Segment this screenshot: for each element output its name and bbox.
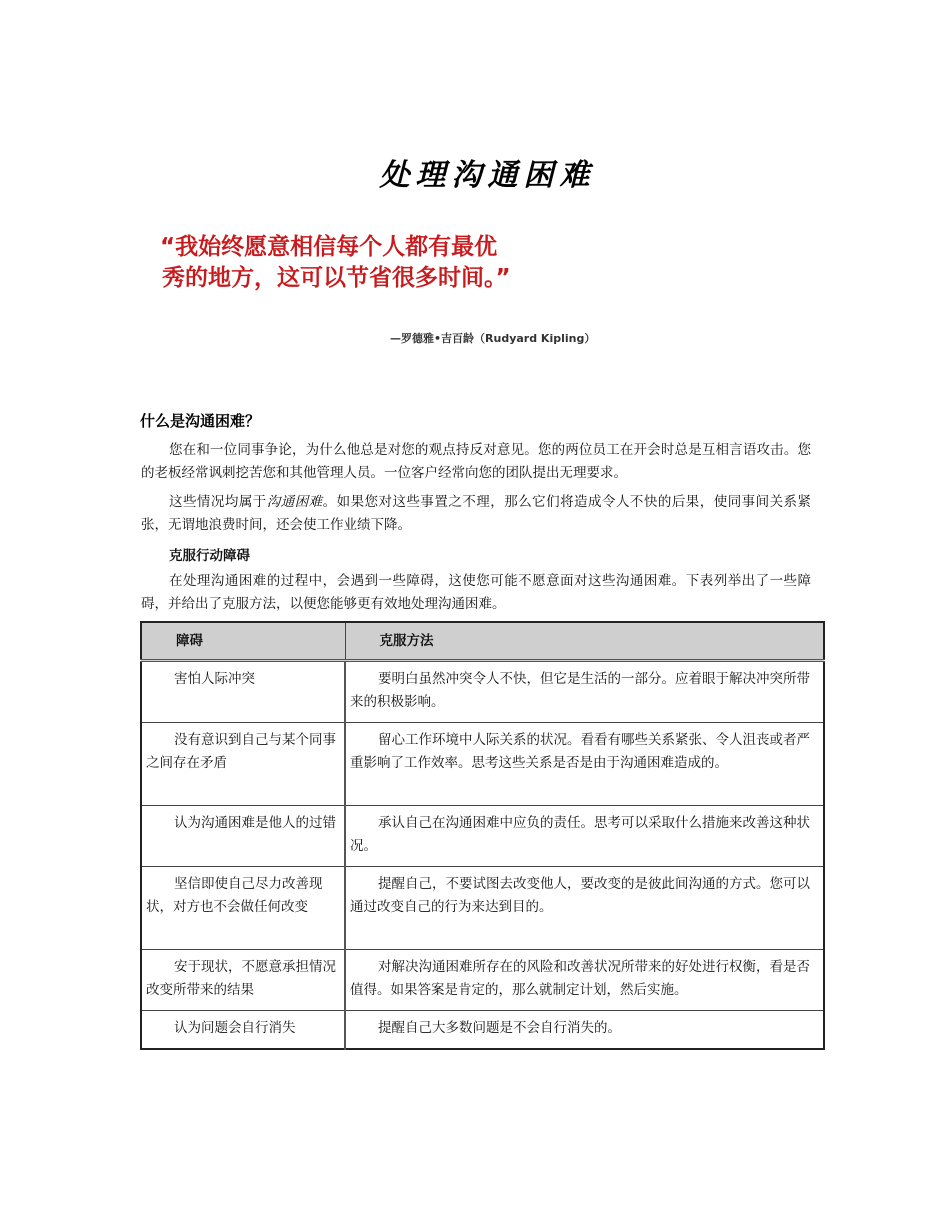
quote-attribution: —罗德雅•吉百龄（Rudyard Kipling）: [390, 332, 596, 345]
paragraph-1: 您在和一位同事争论，为什么他总是对您的观点持反对意见。您的两位员工在开会时总是互相言语攻击。您的老板经常讽刺挖苦您和其他管理人员。一位客户经常向您的团队提出无理要求。: [141, 442, 811, 481]
table-header-row: [141, 622, 824, 661]
obstacle-cell: 认为问题会自行消失: [141, 1011, 345, 1050]
obstacle-cell: 害怕人际冲突: [141, 661, 345, 723]
section-heading: 什么是沟通困难？: [140, 412, 261, 430]
method-cell: 承认自己在沟通困难中应负的责任。思考可以采取什么措施来改善这种状况。: [345, 806, 824, 867]
method-cell: 对解决沟通困难所存在的风险和改善状况所带来的好处进行权衡，看是否值得。如果答案是肯定的，那么就制定计划，然后实施。: [345, 950, 824, 1011]
table-row: [141, 723, 824, 806]
page-title: 处理沟通困难: [379, 158, 596, 193]
paragraph-2: [141, 491, 811, 537]
table-row: [141, 867, 824, 950]
method-cell: 要明白虽然冲突令人不快，但它是生活的一部分。应着眼于解决冲突所带来的积极影响。: [345, 661, 824, 723]
subheading: 克服行动障碍: [169, 548, 250, 564]
table-row: [141, 950, 824, 1011]
obstacle-cell: 认为沟通困难是他人的过错: [141, 806, 345, 867]
paragraph-2-after: 。如果您对这些事置之不理，那么它们将造成令人不快的后果，使同事间关系紧张，无谓地浪费时间，还会使工作业绩下降。: [141, 494, 812, 533]
obstacle-cell: 安于现状，不愿意承担情况改变所带来的结果: [141, 950, 345, 1011]
table-row: [141, 661, 824, 723]
pull-quote: [160, 232, 620, 294]
paragraph-2-before: 这些情况均属于: [169, 494, 267, 510]
method-cell: 留心工作环境中人际关系的状况。看看有哪些关系紧张、令人沮丧或者严重影响了工作效率。思考这些关系是否是由于沟通困难造成的。: [345, 723, 824, 806]
header-method: 克服方法: [345, 622, 824, 661]
table-row: [141, 806, 824, 867]
method-cell: 提醒自己，不要试图去改变他人，要改变的是彼此间沟通的方式。您可以通过改变自己的行为来达到目的。: [345, 867, 824, 950]
table-row: [141, 1011, 824, 1050]
header-obstacle: 障碍: [141, 622, 345, 661]
quote-line-2: 秀的地方，这可以节省很多时间。”: [162, 265, 511, 291]
paragraph-3: 在处理沟通困难的过程中，会遇到一些障碍，这使您可能不愿意面对这些沟通困难。下表列举出了一些障碍，并给出了克服方法，以便您能够更有效地处理沟通困难。: [141, 573, 811, 612]
method-cell: 提醒自己大多数问题是不会自行消失的。: [345, 1011, 824, 1050]
obstacle-table: [140, 621, 825, 1050]
paragraph-2-emphasis: 沟通困难: [266, 494, 323, 510]
obstacle-cell: 没有意识到自己与某个同事之间存在矛盾: [141, 723, 345, 806]
obstacle-cell: 坚信即使自己尽力改善现状，对方也不会做任何改变: [141, 867, 345, 950]
quote-line-1: “我始终愿意相信每个人都有最优: [160, 234, 498, 260]
